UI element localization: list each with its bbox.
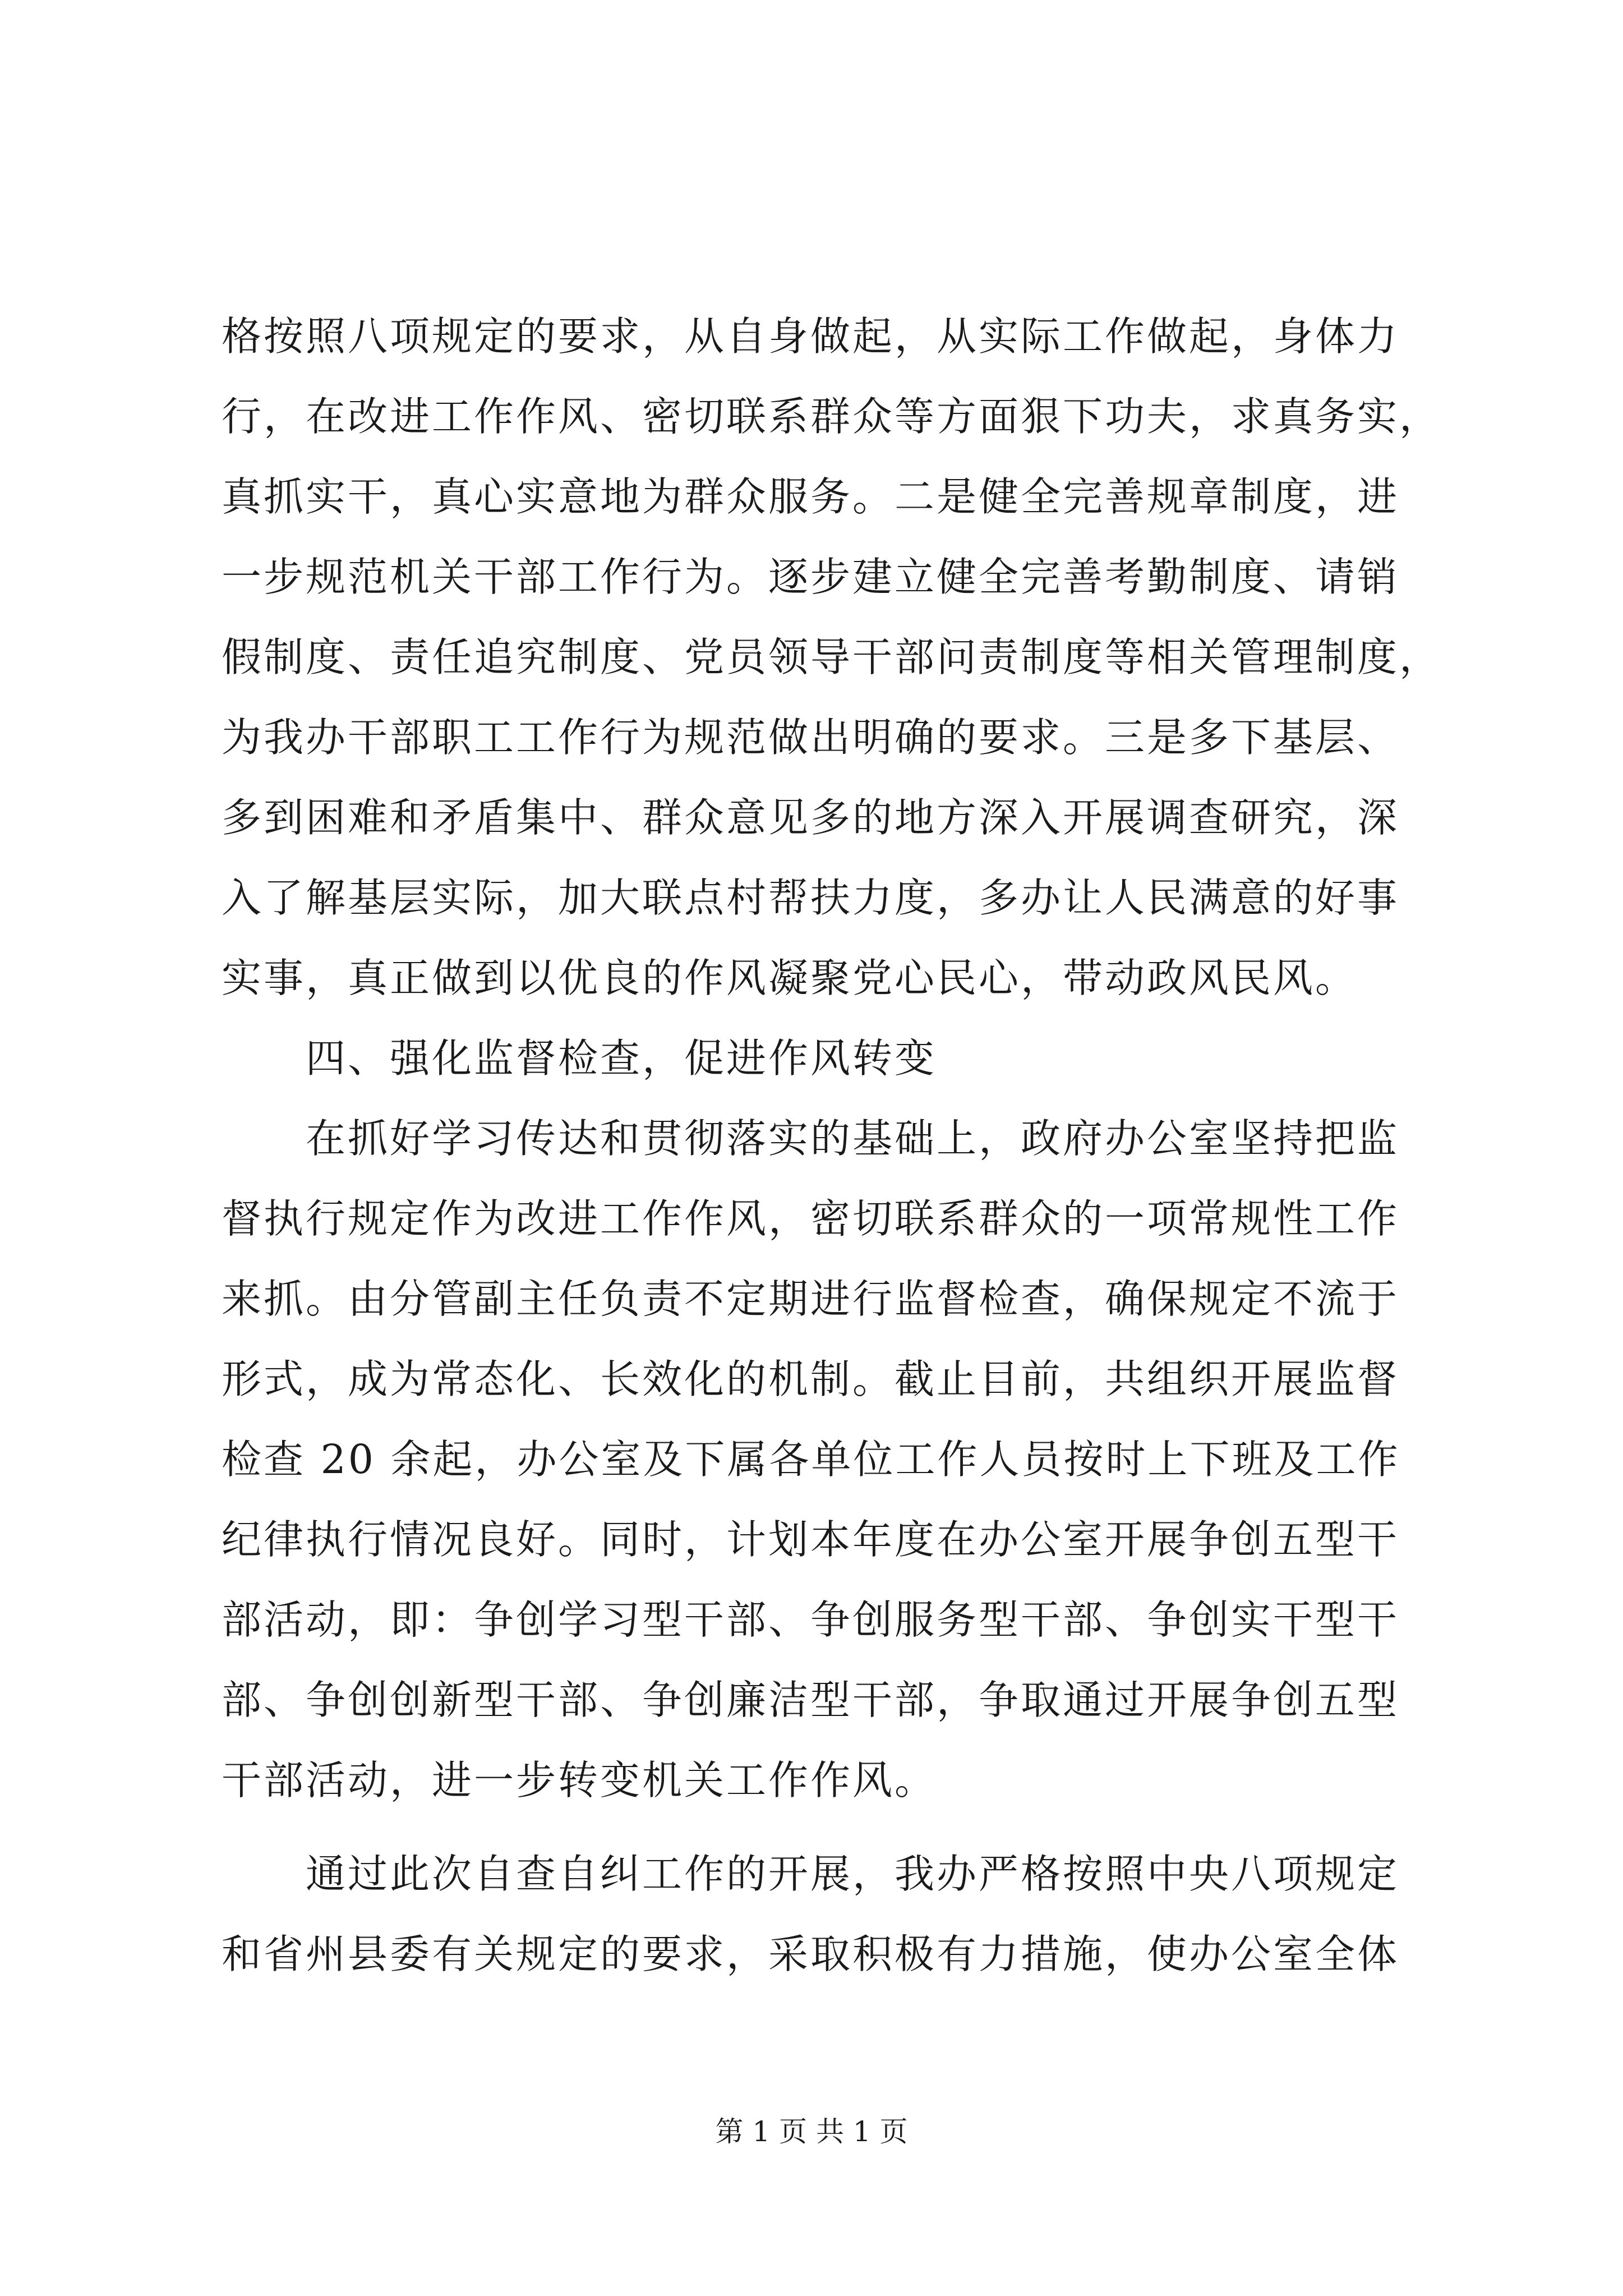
- body-line: 实事，真正做到以优良的作风凝聚党心民心，带动政风民风。: [222, 955, 1358, 1001]
- body-line: 检查 20 余起，办公室及下属各单位工作人员按时上下班及工作: [222, 1436, 1400, 1483]
- page-footer: 第 1 页 共 1 页: [715, 2115, 908, 2148]
- body-line: 为我办干部职工工作行为规范做出明确的要求。三是多下基层、: [222, 714, 1400, 761]
- body-line: 部活动，即：争创学习型干部、争创服务型干部、争创实干型干: [222, 1596, 1400, 1643]
- body-line: 通过此次自查自纠工作的开展，我办严格按照中央八项规定: [306, 1851, 1400, 1897]
- body-line: 和省州县委有关规定的要求，采取积极有力措施，使办公室全体: [222, 1931, 1400, 1977]
- body-line: 在抓好学习传达和贯彻落实的基础上，政府办公室坚持把监: [306, 1115, 1400, 1162]
- body-line: 纪律执行情况良好。同时，计划本年度在办公室开展争创五型干: [222, 1516, 1400, 1563]
- body-line: 入了解基层实际，加大联点村帮扶力度，多办让人民满意的好事: [222, 875, 1400, 921]
- body-line: 行，在改进工作作风、密切联系群众等方面狠下功夫，求真务实，: [222, 393, 1442, 440]
- body-line: 格按照八项规定的要求，从自身做起，从实际工作做起，身体力: [222, 313, 1400, 360]
- body-line: 多到困难和矛盾集中、群众意见多的地方深入开展调查研究，深: [222, 794, 1400, 841]
- body-line: 督执行规定作为改进工作作风，密切联系群众的一项常规性工作: [222, 1195, 1400, 1242]
- body-line: 一步规范机关干部工作行为。逐步建立健全完善考勤制度、请销: [222, 554, 1400, 600]
- body-line: 形式，成为常态化、长效化的机制。截止目前，共组织开展监督: [222, 1356, 1400, 1402]
- body-line: 干部活动，进一步转变机关工作作风。: [222, 1757, 937, 1803]
- body-line: 真抓实干，真心实意地为群众服务。二是健全完善规章制度，进: [222, 473, 1400, 520]
- section-heading: 四、强化监督检查，促进作风转变: [306, 1035, 937, 1082]
- body-line: 假制度、责任追究制度、党员领导干部问责制度等相关管理制度，: [222, 634, 1442, 680]
- body-line: 部、争创创新型干部、争创廉洁型干部，争取通过开展争创五型: [222, 1677, 1400, 1723]
- body-line: 来抓。由分管副主任负责不定期进行监督检查，确保规定不流于: [222, 1276, 1400, 1322]
